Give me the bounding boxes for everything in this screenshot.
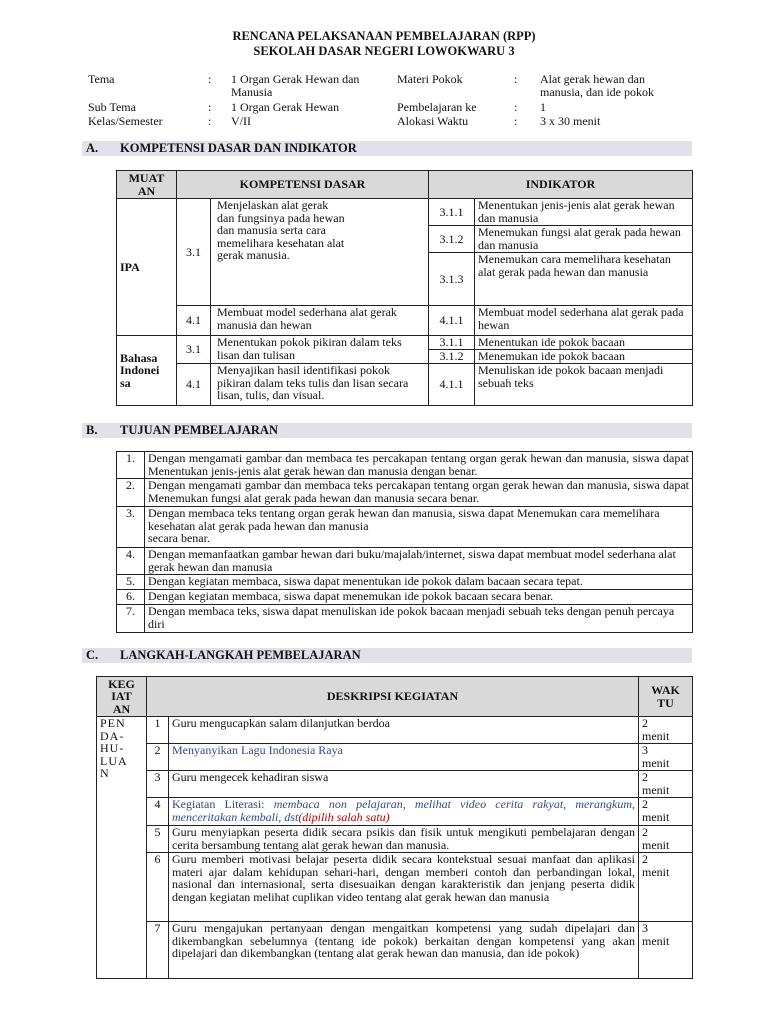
kd-code: 3.1: [177, 336, 211, 364]
kelas-value: V/II: [231, 114, 251, 128]
subject-bahasa-indonesia: Bahasa Indonei sa: [117, 336, 177, 406]
document-title-line1: RENCANA PELAKSANAAN PEMBELAJARAN (RPP): [232, 29, 536, 43]
step-time: 2 menit: [639, 771, 693, 798]
step-number: 3: [147, 771, 169, 798]
kd-code: 4.1: [177, 364, 211, 406]
section-title: KOMPETENSI DASAR DAN INDIKATOR: [120, 141, 357, 155]
indikator-text: Menemukan ide pokok bacaan: [475, 350, 693, 364]
subtema-label: Sub Tema: [88, 100, 136, 114]
tujuan-text: Dengan mengamati gambar dan membaca tes percakapan tentang organ gerak hewan dan manusia, siswa dapat Menentukan jenis-jenis alat gerak hewan dan manusia dengan benar.: [145, 452, 693, 479]
indikator-code: 3.1.3: [429, 253, 475, 306]
kelas-label: Kelas/Semester: [88, 114, 163, 128]
alokasi-value: 3 x 30 menit: [540, 114, 601, 128]
colon: :: [514, 100, 518, 114]
tujuan-table: [116, 451, 693, 633]
indikator-code: 4.1.1: [429, 364, 475, 406]
header-kompetensi-dasar: KOMPETENSI DASAR: [177, 171, 429, 199]
header-muatan: MUAT AN: [117, 171, 177, 199]
step-description: Guru memberi motivasi belajar peserta didik secara kontekstual sesuai manfaat dan aplikasi materi ajar dalam kehidupan sehari-hari, dengan memberi contoh dan perbandingan lokal, nasional dan internasional, serta disesuaikan dengan karakteristik dan jenjang peserta didik dengan kegiatan melihat cuplikan video tentang alat gerak hewan dan manusia: [169, 853, 639, 922]
step-description: Guru menyiapkan peserta didik secara psikis dan fisik untuk mengikuti pembelajaran dengan cerita bersambung tentang alat gerak hewan dan manusia.: [169, 826, 639, 853]
indikator-code: 3.1.1: [429, 199, 475, 226]
step-description: Guru mengecek kehadiran siswa: [169, 771, 639, 798]
step-description: Kegiatan Literasi: membaca non pelajaran, melihat video cerita rakyat, merangkum, menceritakan kembali, dst(dipilih salah satu): [169, 798, 639, 826]
section-title: TUJUAN PEMBELAJARAN: [120, 423, 278, 437]
indikator-text: Menuliskan ide pokok bacaan menjadi sebuah teks: [475, 364, 693, 406]
colon: :: [514, 114, 518, 128]
step-number: 4: [147, 798, 169, 826]
tema-label: Tema: [88, 72, 115, 86]
tujuan-number: 4.: [117, 548, 145, 575]
indikator-code: 3.1.2: [429, 350, 475, 364]
step-number: 6: [147, 853, 169, 922]
tujuan-text: Dengan membaca teks tentang organ gerak hewan dan manusia, siswa dapat Menemukan cara memelihara kesehatan alat gerak pada hewan dan manusia secara benar.: [145, 507, 693, 548]
kompetensi-table: [116, 170, 693, 406]
tujuan-number: 5.: [117, 575, 145, 590]
tema-value: 1 Organ Gerak Hewan dan: [231, 72, 360, 86]
tema-value-cont: Manusia: [231, 85, 273, 99]
kd-code: 3.1: [177, 199, 211, 306]
step-number: 1: [147, 717, 169, 744]
section-c-heading: [82, 648, 692, 663]
tujuan-number: 3.: [117, 507, 145, 548]
indikator-text: Menentukan jenis-jenis alat gerak hewan dan manusia: [475, 199, 693, 226]
indikator-text: Menemukan fungsi alat gerak pada hewan dan manusia: [475, 226, 693, 253]
header-deskripsi: DESKRIPSI KEGIATAN: [147, 677, 639, 717]
document-title-line2: SEKOLAH DASAR NEGERI LOWOKWARU 3: [253, 44, 515, 58]
kd-text: Menjelaskan alat gerak dan fungsinya pada hewan dan manusia serta cara memelihara kesehatan alat gerak manusia.: [211, 199, 429, 306]
indikator-code: 3.1.2: [429, 226, 475, 253]
indikator-text: Membuat model sederhana alat gerak pada hewan: [475, 306, 693, 336]
subtema-value: 1 Organ Gerak Hewan: [231, 100, 340, 114]
langkah-table: [96, 676, 693, 979]
materi-value: Alat gerak hewan dan: [540, 72, 645, 86]
pembelajaran-value: 1: [540, 100, 546, 114]
step-number: 7: [147, 922, 169, 979]
section-letter: A.: [86, 141, 99, 155]
tujuan-number: 1.: [117, 452, 145, 479]
alokasi-label: Alokasi Waktu: [397, 114, 469, 128]
colon: :: [208, 72, 212, 86]
step-number: 2: [147, 744, 169, 771]
section-b-heading: [82, 423, 692, 438]
indikator-code: 3.1.1: [429, 336, 475, 350]
step-description: Guru mengucapkan salam dilanjutkan berdoa: [169, 717, 639, 744]
colon: :: [208, 100, 212, 114]
tujuan-number: 6.: [117, 590, 145, 605]
header-indikator: INDIKATOR: [429, 171, 693, 199]
step-description: Menyanyikan Lagu Indonesia Raya: [169, 744, 639, 771]
step-time: 2 menit: [639, 853, 693, 922]
colon: :: [208, 114, 212, 128]
tujuan-text: Dengan memanfaatkan gambar hewan dari buku/majalah/internet, siswa dapat membuat model sederhana alat gerak hewan dan manusia: [145, 548, 693, 575]
materi-label: Materi Pokok: [397, 72, 463, 86]
header-waktu: WAK TU: [639, 677, 693, 717]
tujuan-text: Dengan mengamati gambar dan membaca teks percakapan tentang organ gerak hewan dan manusia, siswa dapat Menemukan fungsi alat gerak pada hewan dan manusia secara benar.: [145, 479, 693, 507]
section-letter: B.: [86, 423, 98, 437]
section-letter: C.: [86, 648, 99, 662]
indikator-code: 4.1.1: [429, 306, 475, 336]
colon: :: [514, 72, 518, 86]
step-time: 3 menit: [639, 922, 693, 979]
section-a-heading: [82, 141, 692, 156]
indikator-text: Menemukan cara memelihara kesehatan alat gerak pada hewan dan manusia: [475, 253, 693, 306]
kd-text: Menyajikan hasil identifikasi pokok pikiran dalam teks tulis dan lisan secara lisan, tulis, dan visual.: [211, 364, 429, 406]
kd-text: Menentukan pokok pikiran dalam teks lisan dan tulisan: [211, 336, 429, 364]
tujuan-number: 7.: [117, 605, 145, 633]
phase-pendahuluan: PEN DA- HU- LUA N: [97, 717, 147, 979]
kd-text: Membuat model sederhana alat gerak manusia dan hewan: [211, 306, 429, 336]
step-number: 5: [147, 826, 169, 853]
step-time: 2 menit: [639, 717, 693, 744]
pembelajaran-label: Pembelajaran ke: [397, 100, 477, 114]
header-kegiatan: KEG IAT AN: [97, 677, 147, 717]
tujuan-text: Dengan kegiatan membaca, siswa dapat menentukan ide pokok dalam bacaan secara tepat.: [145, 575, 693, 590]
indikator-text: Menentukan ide pokok bacaan: [475, 336, 693, 350]
tujuan-number: 2.: [117, 479, 145, 507]
materi-value-cont: manusia, dan ide pokok: [540, 85, 654, 99]
step-description: Guru mengajukan pertanyaan dengan mengaitkan kompetensi yang sudah dipelajari dan dikembangkan sebelumnya (tentang ide pokok) berkaitan dengan kompetensi yang akan dipelajari dan dikembangkan (tentang alat gerak hewan dan manusia, dan ide pokok): [169, 922, 639, 979]
step-time: 3 menit: [639, 744, 693, 771]
tujuan-text: Dengan membaca teks, siswa dapat menuliskan ide pokok bacaan menjadi sebuah teks dengan penuh percaya diri: [145, 605, 693, 633]
tujuan-text: Dengan kegiatan membaca, siswa dapat menemukan ide pokok bacaan secara benar.: [145, 590, 693, 605]
step-time: 2 menit: [639, 826, 693, 853]
step-time: 2 menit: [639, 798, 693, 826]
subject-ipa: IPA: [117, 199, 177, 336]
section-title: LANGKAH-LANGKAH PEMBELAJARAN: [120, 648, 361, 662]
kd-code: 4.1: [177, 306, 211, 336]
